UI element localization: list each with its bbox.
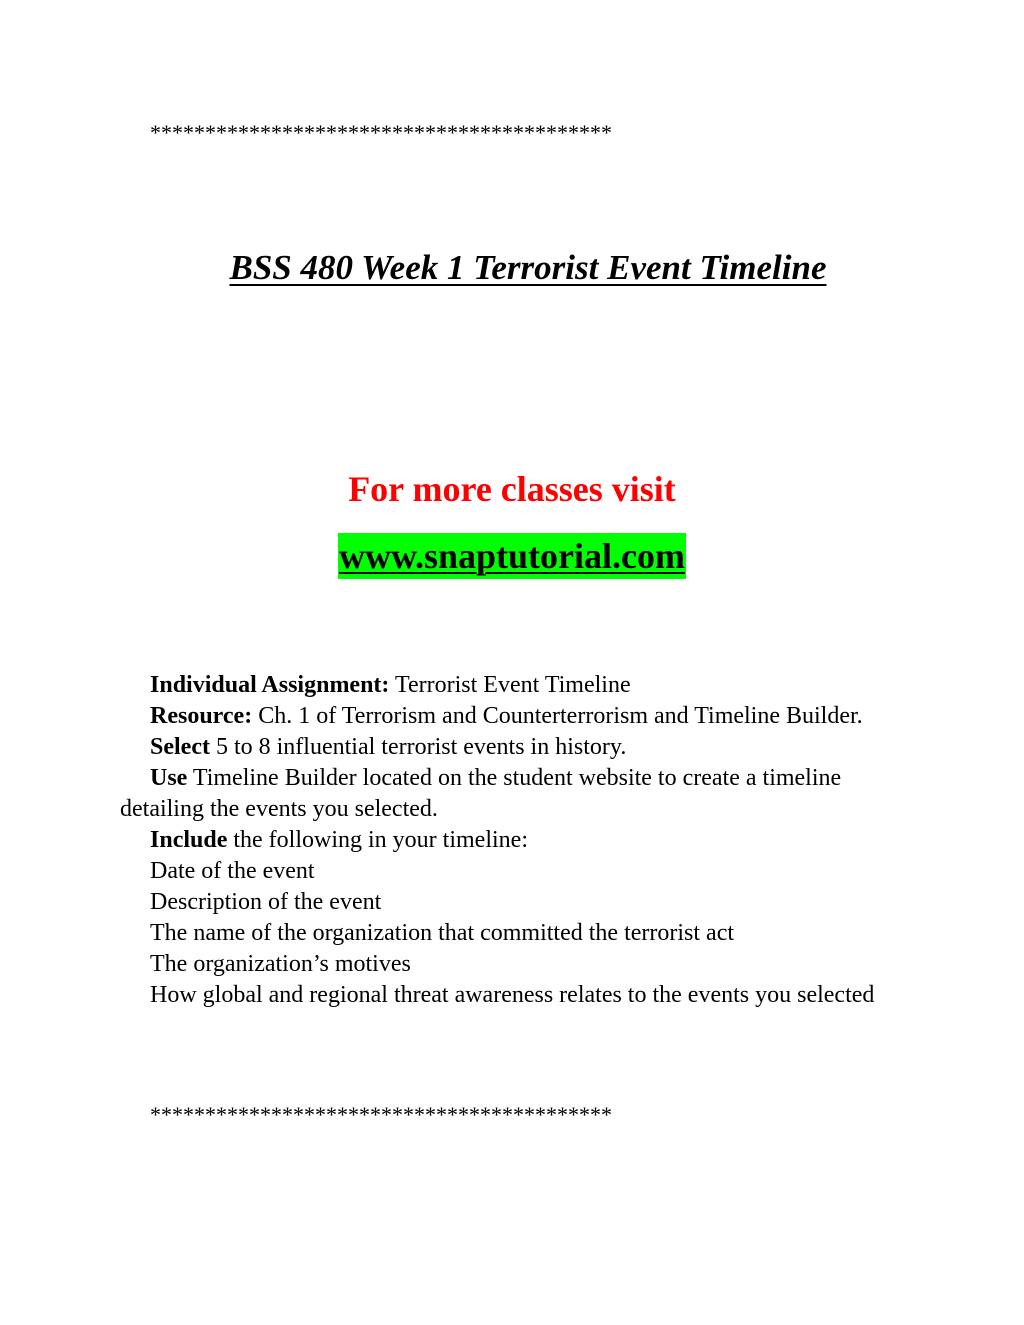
document-title: BSS 480 Week 1 Terrorist Event Timeline bbox=[229, 248, 827, 287]
paragraph-text: the following in your timeline: bbox=[227, 827, 528, 853]
paragraph-text: How global and regional threat awareness relates to the events you selected bbox=[150, 982, 875, 1008]
assignment-body bbox=[120, 670, 880, 1011]
site-link-wrapper bbox=[0, 533, 1024, 579]
paragraph-text: Timeline Builder located on the student website to create a timeline detailing the events you selected. bbox=[120, 765, 842, 822]
paragraph-label: Include bbox=[150, 827, 228, 853]
separator-top: ****************************************** bbox=[150, 120, 612, 145]
paragraph-include bbox=[120, 825, 880, 856]
paragraph-text: Terrorist Event Timeline bbox=[389, 672, 631, 698]
list-item-description bbox=[120, 887, 880, 918]
promo-text: For more classes visit bbox=[348, 469, 676, 509]
list-item-organization-name bbox=[120, 918, 880, 949]
paragraph-label: Resource: bbox=[150, 703, 253, 729]
separator-bottom: ****************************************** bbox=[150, 1102, 612, 1127]
list-item-threat-awareness bbox=[120, 980, 880, 1011]
list-item-organization-motives bbox=[120, 949, 880, 980]
paragraph-text: The name of the organization that committed the terrorist act bbox=[150, 920, 735, 946]
paragraph-text: The organization’s motives bbox=[150, 951, 411, 977]
paragraph-text: Date of the event bbox=[150, 858, 315, 884]
paragraph-text: Ch. 1 of Terrorism and Counterterrorism and Timeline Builder. bbox=[252, 703, 863, 729]
list-item-date bbox=[120, 856, 880, 887]
paragraph-select bbox=[120, 732, 880, 763]
paragraph-label: Select bbox=[150, 734, 210, 760]
paragraph-label: Individual Assignment: bbox=[150, 672, 390, 698]
site-link[interactable]: www.snaptutorial.com bbox=[338, 533, 686, 579]
paragraph-use bbox=[120, 763, 880, 825]
paragraph-label: Use bbox=[150, 765, 188, 791]
paragraph-text: 5 to 8 influential terrorist events in history. bbox=[209, 734, 627, 760]
paragraph-text: Description of the event bbox=[150, 889, 382, 915]
paragraph-resource bbox=[120, 701, 880, 732]
paragraph-individual-assignment bbox=[120, 670, 880, 701]
